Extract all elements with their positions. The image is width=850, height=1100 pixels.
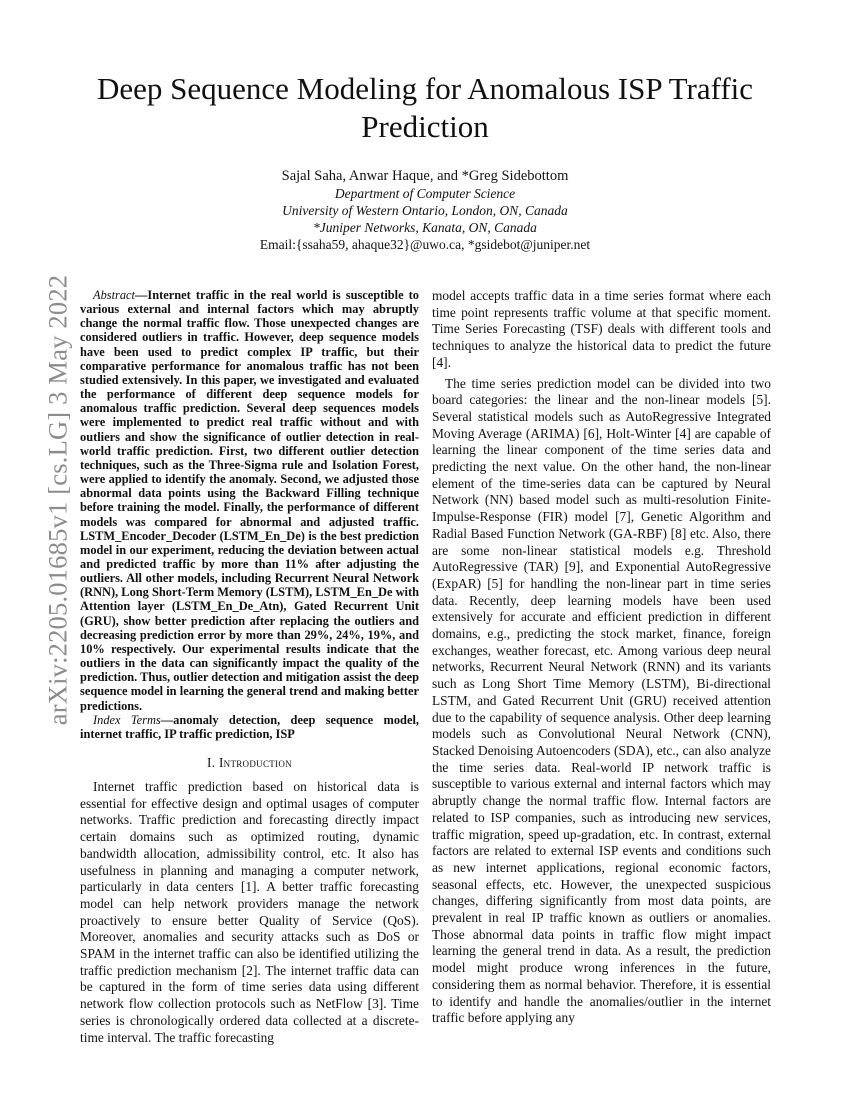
author-emails: Email:{ssaha59, ahaque32}@uwo.ca, *gsidebot@juniper.net — [259, 237, 591, 252]
paper-title: Deep Sequence Modeling for Anomalous ISP Traffic Prediction — [96, 71, 754, 144]
affiliation-juniper: *Juniper Networks, Kanata, ON, Canada — [313, 220, 537, 235]
index-terms — [80, 713, 419, 741]
left-column — [80, 288, 419, 1046]
right-column — [432, 288, 771, 1027]
section-title: Introduction — [218, 755, 292, 770]
index-terms-lead: Index Terms — [93, 712, 161, 727]
intro-paragraph: Internet traffic prediction based on historical data is essential for effective design and optimal usages of computer networks. Traffic prediction and forecasting directly impact certain domains such as optimized routing, dynamic bandwidth allocation, admissibility control, etc. It also has usefulness in planning and managing a computer network, particularly in data centers [1]. A better traffic forecasting model can help network providers manage the network proactively to ensure better Quality of Service (QoS). Moreover, anomalies and security attacks such as DoS or SPAM in the internet traffic can also be identified utilizing the traffic prediction mechanism [2]. The internet traffic data can be captured in the form of time series data using different network flow collection protocols such as NetFlow [3]. Time series is chronologically ordered data collected at a discrete-time interval. The traffic forecasting — [80, 779, 419, 1045]
affiliation-university: University of Western Ontario, London, ON, Canada — [282, 203, 568, 218]
arxiv-identifier-stamp: arXiv:2205.01685v1 [cs.LG] 3 May 2022 — [42, 274, 73, 726]
author-names: Sajal Saha, Anwar Haque, and *Greg Sidebottom — [281, 168, 569, 184]
section-number: I. — [207, 755, 216, 770]
author-block — [100, 168, 750, 253]
index-terms-text: —anomaly detection, deep sequence model, internet traffic, IP traffic prediction, ISP — [80, 712, 419, 741]
abstract-lead: Abstract — [93, 288, 135, 302]
abstract — [80, 288, 419, 713]
right-paragraph-time-series: The time series prediction model can be divided into two board categories: the linear and the non-linear models [5]. Several statistical models such as AutoRegressive Integrated Moving Average (ARIMA) [6], Holt-Winter [4] are capable of learning the linear component of the time series data and predicting the next value. On the other hand, the non-linear element of the time-series data can be captured by Neural Network (NN) based model such as multi-resolution Finite-Impulse-Response (FIR) model [7], Genetic Algorithm and Radial Based Function Network (GA-RBF) [8] etc. Also, there are some non-linear statistical models e.g. Threshold AutoRegressive (TAR) [9], and Exponential AutoRegressive (ExpAR) [5] for handling the non-linear part in time series data. Recently, deep learning models have been used extensively for accurate and efficient prediction in different domains, e.g., predicting the stock market, finance, foreign exchanges, weather forecast, etc. Among various deep neural networks, Recurrent Neural Network (RNN) and its variants such as Long Short Time Memory (LSTM), Bi-directional LSTM, and Gated Recurrent Unit (GRU) received attention due to the capability of sequence analysis. Other deep learning models such as Convolutional Neural Network (CNN), Stacked Denoising Autoencoders (SDA), etc., can also analyze the time series data. Real-world IP network traffic is susceptible to various external and internal factors which may abruptly change the normal traffic flow. Internal factors are related to ISP companies, such as introducing new services, traffic migration, speed up-gradation, etc. In contrast, external factors are related to external ISP events and conditions such as new internet applications, regional economic factors, seasonal effects, etc. However, the unexpected suspicious changes, differing significantly from most data points, are prevalent in real IP traffic known as outliers or anomalies. Those abnormal data points in traffic flow might impact learning the general trend in data. As a result, the prediction model might produce wrong inferences in the future, considering them as normal behavior. Therefore, it is essential to identify and handle the anomalies/outlier in the internet traffic before applying any — [432, 375, 771, 1026]
abstract-text: —Internet traffic in the real world is susceptible to various external and internal factors which may abruptly change the normal traffic flow. Those unexpected changes are considered outliers in traffic. However, deep sequence models have been used to predict complex IP traffic, but their comparative performance for anomalous traffic has not been studied extensively. In this paper, we investigated and evaluated the performance of different deep sequence models for anomalous traffic prediction. Several deep sequences models were implemented to predict real traffic without and with outliers and show the significance of outlier detection in real-world traffic prediction. First, two different outlier detection techniques, such as the Three-Sigma rule and Isolation Forest, were applied to identify the anomaly. Second, we adjusted those abnormal data points using the Backward Filling technique before training the model. Finally, the performance of different models was compared for abnormal and adjusted traffic. LSTM_Encoder_Decoder (LSTM_En_De) is the best prediction model in our experiment, reducing the deviation between actual and predicted traffic by more than 11% after adjusting the outliers. All other models, including Recurrent Neural Network (RNN), Long Short-Term Memory (LSTM), LSTM_En_De with Attention layer (LSTM_En_De_Atn), Gated Recurrent Unit (GRU), show better prediction after replacing the outliers and decreasing prediction error by more than 29%, 24%, 19%, and 10% respectively. Our experimental results indicate that the outliers in the data can significantly impact the quality of the prediction. Thus, outlier detection and mitigation assist the deep sequence model in learning the general trend and making better predictions. — [80, 288, 419, 713]
right-paragraph-continued: model accepts traffic data in a time series format where each time point represents traffic volume at that specific moment. Time Series Forecasting (TSF) deals with different tools and techniques to analyze the historical data to predict the future [4]. — [432, 288, 771, 370]
affiliation-department: Department of Computer Science — [334, 186, 516, 201]
section-heading-introduction — [80, 755, 419, 771]
